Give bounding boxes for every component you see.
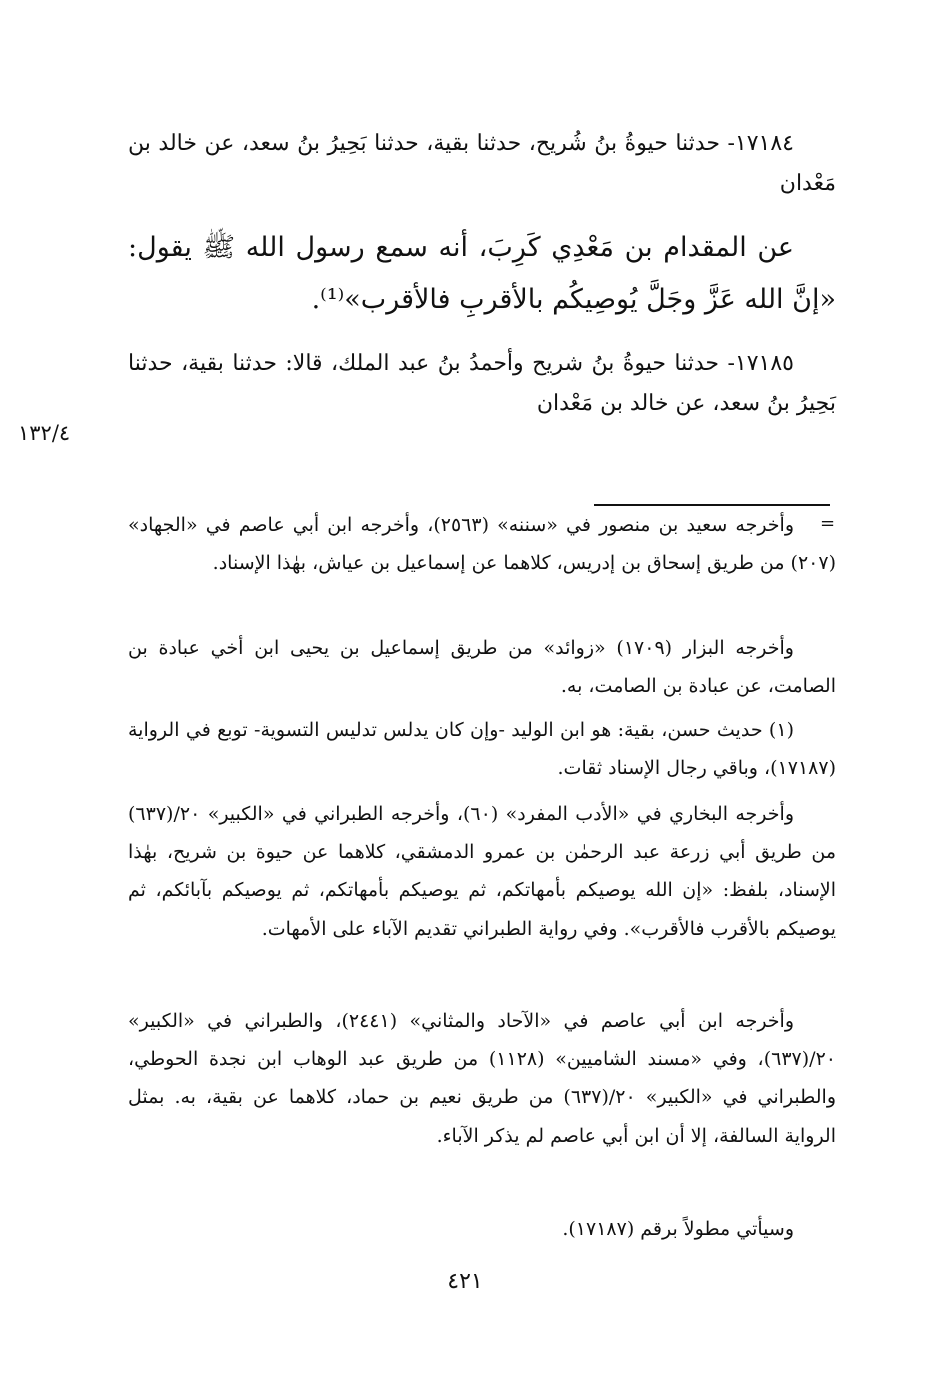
hadith-17185-isnad: ١٧١٨٥- حدثنا حيوةُ بنُ شريح وأحمدُ بنُ عبد الملك، قالا: حدثنا بقية، حدثنا بَحِيرُ بنُ سعد، عن خالد بن مَعْدان bbox=[128, 351, 836, 416]
footnote-paragraph: وأخرجه البزار (١٧٠٩) «زوائد» من طريق إسماعيل بن يحيى ابن أخي عبادة بن الصامت، عن عبادة بن الصامت، به. bbox=[128, 637, 836, 698]
hadith-17184-matn: عن المقدام بن مَعْدِي كَرِبَ، أنه سمع رسول الله ﷺ يقول: «إنَّ الله عَزَّ وجَلَّ يُوصِيكُم بالأقربِ فالأقرب»⁽¹⁾. bbox=[128, 232, 836, 315]
footnote-paragraph: وأخرجه البخاري في «الأدب المفرد» (٦٠)، وأخرجه الطبراني في «الكبير» ٢٠/(٦٣٧) من طريق أبي زرعة عبد الرحمٰن بن عمرو الدمشقي، كلاهما عن حيوة بن شريح، بهٰذا الإسناد، بلفظ: «إن الله يوصيكم بأمهاتكم، ثم يوصيكم بأمهاتكم، ثم يوصيكم بآبائكم، ثم يوصيكم بالأقرب فالأقرب». وفي رواية الطبراني تقديم الآباء على الأمهات. bbox=[128, 803, 836, 940]
footnote-paragraph: وسيأتي مطولاً برقم (١٧١٨٧). bbox=[562, 1218, 794, 1240]
footnote-paragraph: (١) حديث حسن، بقية: هو ابن الوليد -وإن كان يدلس تدليس التسوية- توبع في الرواية (١٧١٨٧)، وباقي رجال الإسناد ثقات. bbox=[128, 719, 836, 780]
footnote-paragraph: وأخرجه ابن أبي عاصم في «الآحاد والمثاني» (٢٤٤١)، والطبراني في «الكبير» ٢٠/(٦٣٧)، وفي «مسند الشاميين» (١١٢٨) من طريق عبد الوهاب ابن نجدة الحوطي، والطبراني في «الكبير» ٢٠/(٦٣٧) من طريق نعيم بن حماد، كلاهما عن بقية، به. بمثل الرواية السالفة، إلا أن ابن أبي عاصم لم يذكر الآباء. bbox=[128, 1010, 836, 1147]
margin-volume-reference: ١٣٢/٤ bbox=[18, 421, 71, 445]
footnote-continuation-mark: = bbox=[820, 513, 836, 534]
hadith-17184-isnad: ١٧١٨٤- حدثنا حيوةُ بنُ شُريح، حدثنا بقية، حدثنا بَحِيرُ بنُ سعد، عن خالد بن مَعْدان bbox=[128, 131, 836, 196]
page-number: ٤٢١ bbox=[447, 1269, 483, 1294]
footnote-paragraph: وأخرجه سعيد بن منصور في «سننه» (٢٥٦٣)، وأخرجه ابن أبي عاصم في «الجهاد» (٢٠٧) من طريق إسحاق بن إدريس، كلاهما عن إسماعيل بن عياش، بهٰذا الإسناد. bbox=[128, 514, 836, 575]
